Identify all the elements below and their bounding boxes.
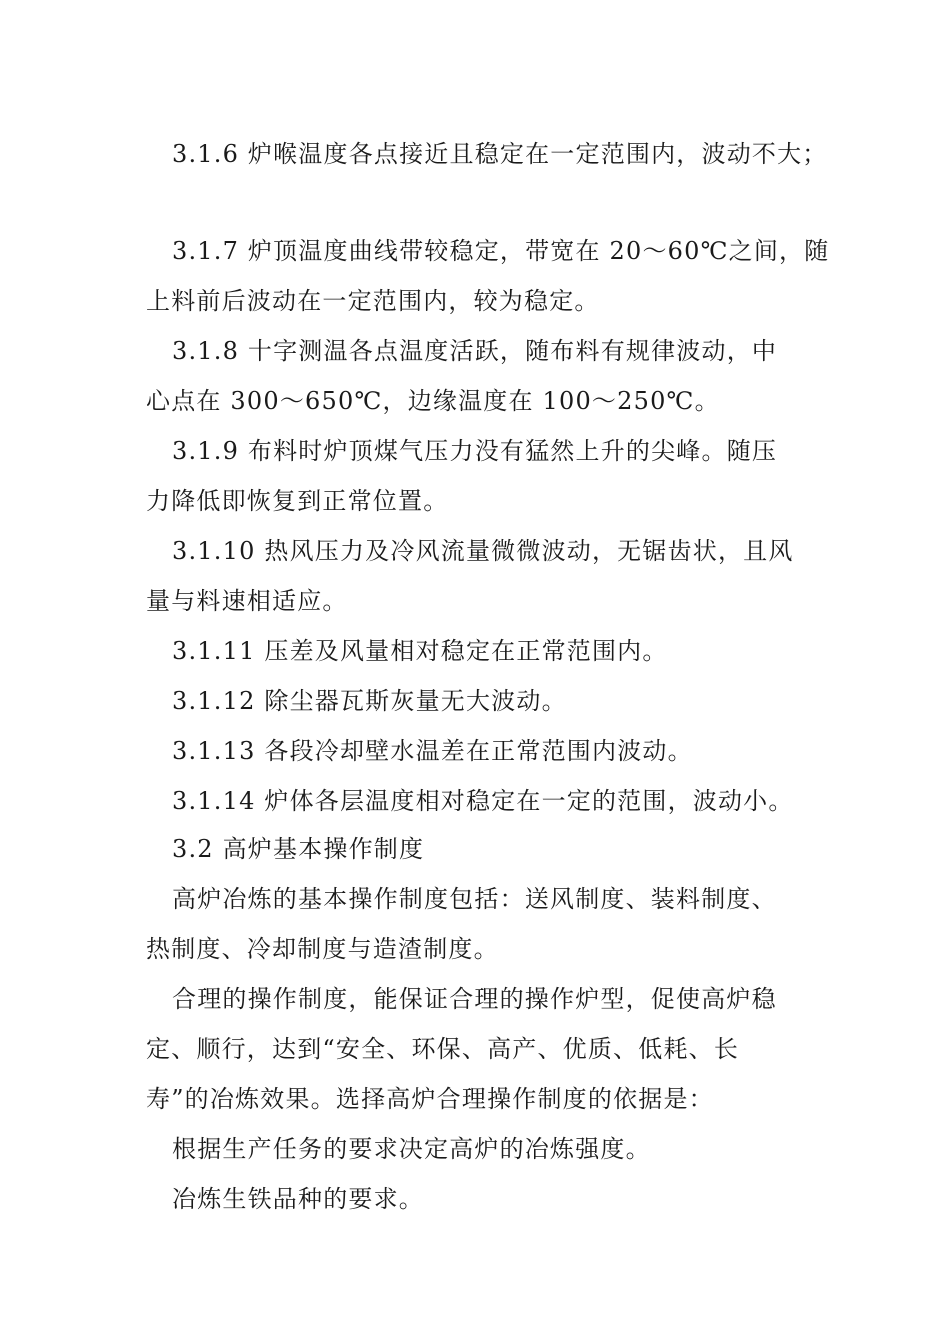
paragraph-3-1-7-line-2: 上料前后波动在一定范围内，较为稳定。 bbox=[146, 287, 600, 315]
paragraph-3-1-9-line-1: 3.1.9 布料时炉顶煤气压力没有猛然上升的尖峰。随压 bbox=[172, 437, 778, 465]
paragraph-3-1-7-line-1: 3.1.7 炉顶温度曲线带较稳定，带宽在 20～60℃之间，随 bbox=[172, 237, 830, 265]
paragraph-reasonable-systems-line-1: 合理的操作制度，能保证合理的操作炉型，促使高炉稳 bbox=[172, 985, 777, 1013]
paragraph-basis-intensity: 根据生产任务的要求决定高炉的冶炼强度。 bbox=[172, 1135, 651, 1163]
paragraph-3-1-8-line-2: 心点在 300～650℃，边缘温度在 100～250℃。 bbox=[146, 387, 720, 415]
paragraph-basic-systems-line-2: 热制度、冷却制度与造渣制度。 bbox=[146, 935, 499, 963]
paragraph-reasonable-systems-line-2: 定、顺行，达到“安全、环保、高产、优质、低耗、长 bbox=[146, 1035, 740, 1063]
paragraph-3-1-10-line-1: 3.1.10 热风压力及冷风流量微微波动，无锯齿状，且风 bbox=[172, 537, 794, 565]
paragraph-3-1-9-line-2: 力降低即恢复到正常位置。 bbox=[146, 487, 449, 515]
section-heading-3-2: 3.2 高炉基本操作制度 bbox=[172, 835, 425, 863]
paragraph-basic-systems-line-1: 高炉冶炼的基本操作制度包括：送风制度、装料制度、 bbox=[172, 885, 777, 913]
paragraph-3-1-10-line-2: 量与料速相适应。 bbox=[146, 587, 348, 615]
paragraph-3-1-13: 3.1.13 各段冷却壁水温差在正常范围内波动。 bbox=[172, 737, 693, 765]
paragraph-3-1-14: 3.1.14 炉体各层温度相对稳定在一定的范围，波动小。 bbox=[172, 787, 794, 815]
paragraph-3-1-6-line-1: 3.1.6 炉喉温度各点接近且稳定在一定范围内，波动不大； bbox=[172, 140, 828, 168]
paragraph-3-1-12: 3.1.12 除尘器瓦斯灰量无大波动。 bbox=[172, 687, 567, 715]
paragraph-3-1-11: 3.1.11 压差及风量相对稳定在正常范围内。 bbox=[172, 637, 668, 665]
paragraph-3-1-8-line-1: 3.1.8 十字测温各点温度活跃，随布料有规律波动，中 bbox=[172, 337, 778, 365]
paragraph-basis-iron-variety: 冶炼生铁品种的要求。 bbox=[172, 1185, 424, 1213]
paragraph-reasonable-systems-line-3: 寿”的冶炼效果。选择高炉合理操作制度的依据是： bbox=[146, 1085, 714, 1113]
